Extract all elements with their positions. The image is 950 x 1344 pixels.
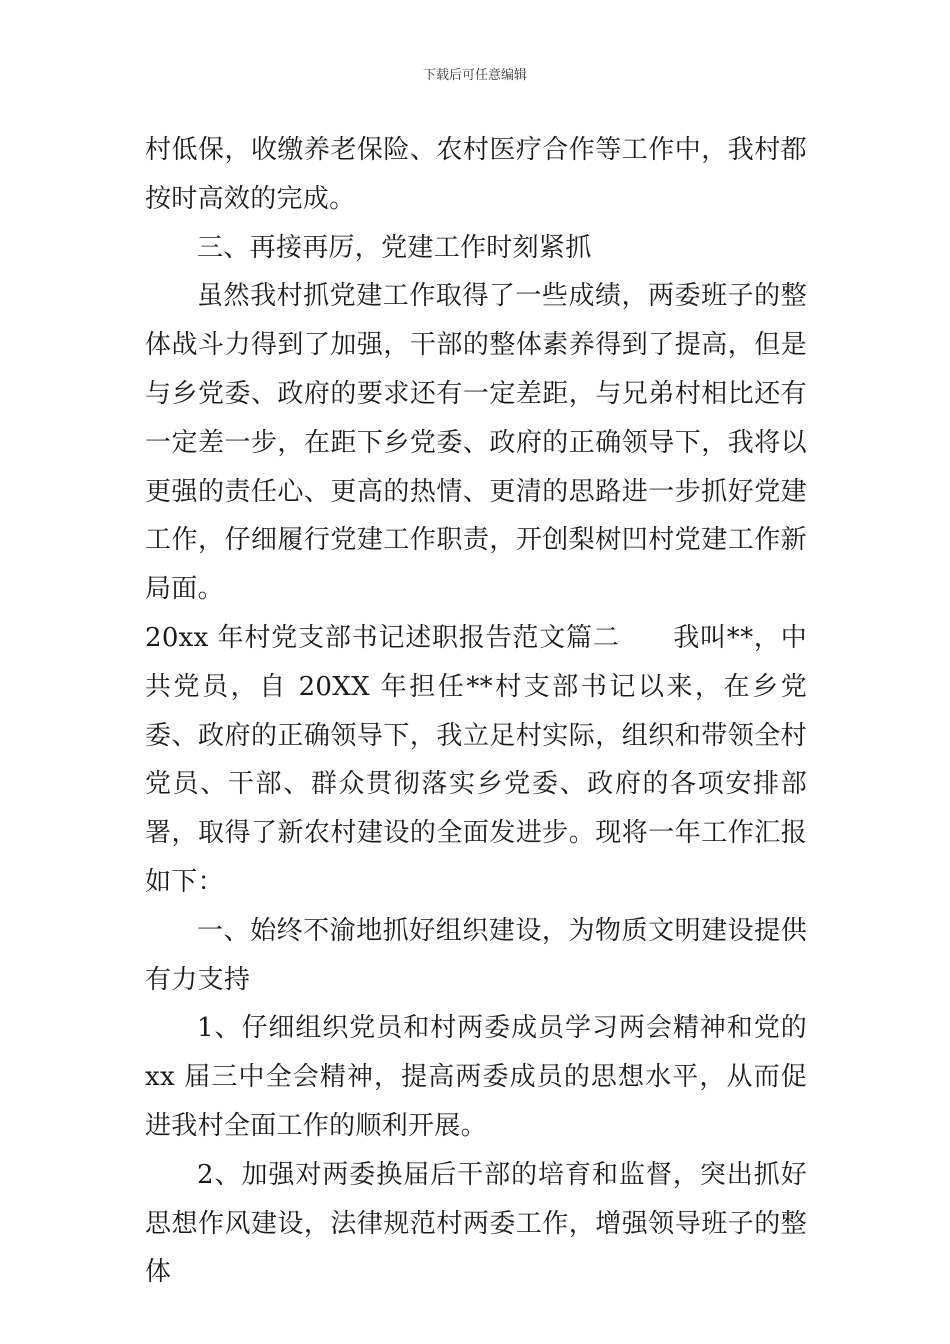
list-item-2: 2、加强对两委换届后干部的培育和监督，突出抓好思想作风建设，法律规范村两委工作，增强领导班子的整体: [145, 1159, 807, 1288]
section-heading-1: 一、始终不渝地抓好组织建设，为物质文明建设提供有力支持: [145, 915, 807, 995]
list-item-1: 1、仔细组织党员和村两委成员学习两会精神和党的 xx 届三中全会精神，提高两委成员的思想水平，从而促进我村全面工作的顺利开展。: [145, 1013, 807, 1141]
document-body: [145, 126, 807, 1297]
section-heading-3: 三、再接再厉，党建工作时刻紧抓: [197, 232, 592, 263]
paragraph-2: 虽然我村抓党建工作取得了一些成绩，两委班子的整体战斗力得到了加强，干部的整体素养得到了提高，但是与乡党委、政府的要求还有一定差距，与兄弟村相比还有一定差一步，在距下乡党委、政府的正确领导下，我将以更强的责任心、更高的热情、更清的思路进一步抓好党建工作，仔细履行党建工作职责，开创梨树凹村党建工作新局面。: [145, 281, 807, 605]
report-title-paragraph: 20xx 年村党支部书记述职报告范文篇二 我叫**，中共党员，自 20XX 年担任**村支部书记以来，在乡党委、政府的正确领导下，我立足村实际，组织和带领全村党员、干部、群众贯彻落实乡党委、政府的各项安排部署，取得了新农村建设的全面发进步。现将一年工作汇报如下：: [145, 622, 807, 897]
page-header: 下载后可任意编辑: [422, 68, 527, 83]
paragraph-1: 村低保，收缴养老保险、农村医疗合作等工作中，我村都按时高效的完成。: [145, 135, 807, 214]
